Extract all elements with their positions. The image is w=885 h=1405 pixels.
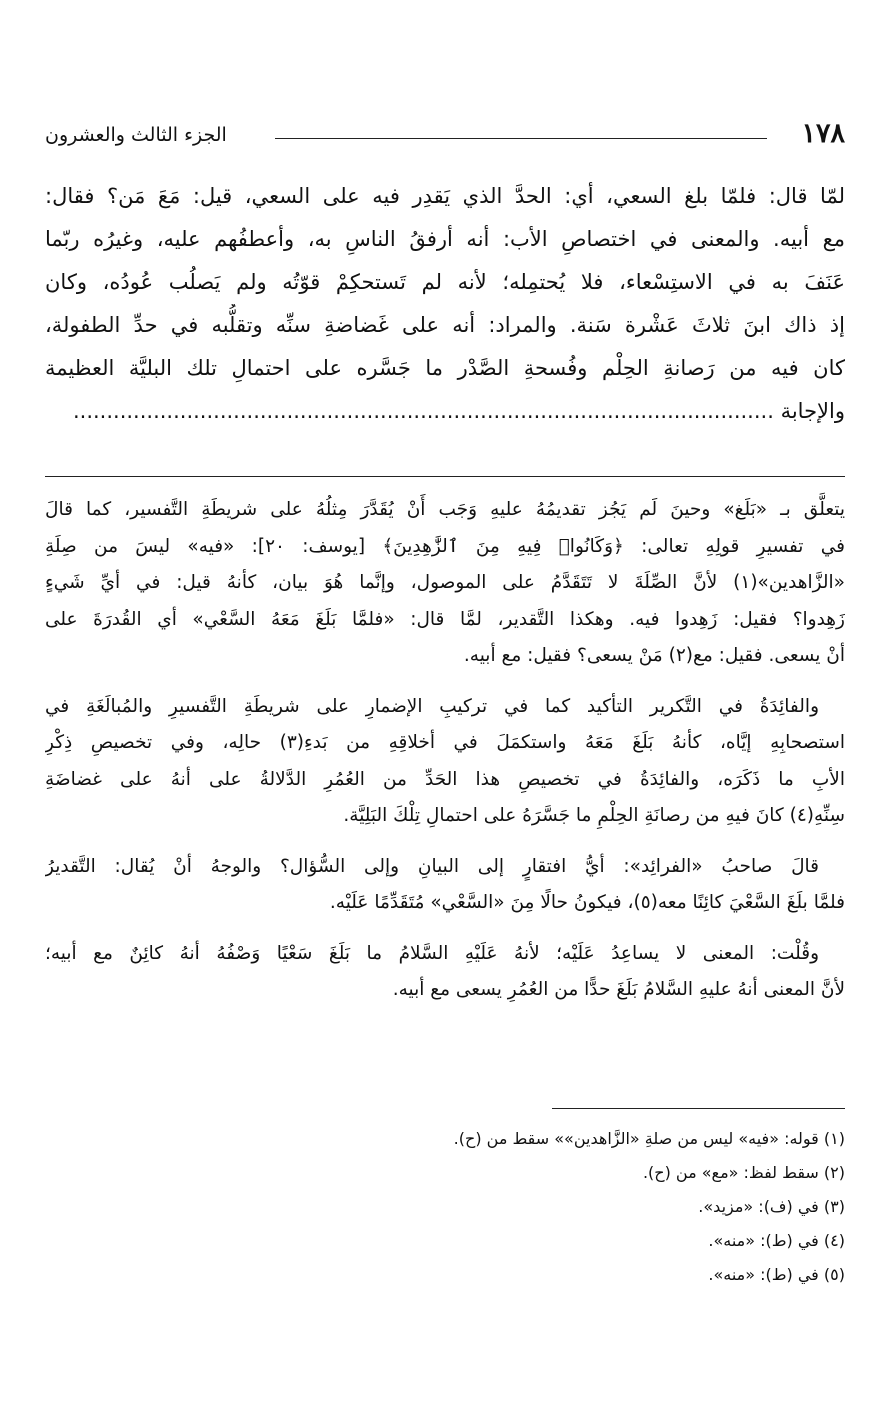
- main-text-line: عَنَفَ به في الاستِسْعاء، فلا يُحتمِله؛ لأنه لم تَستحكِمْ قوّتُه ولم يَصلُب عُودُه، وكان: [45, 270, 845, 294]
- page-number: ١٧٨: [801, 118, 845, 149]
- running-title: الجزء الثالث والعشرون: [45, 124, 227, 146]
- commentary-line: قالَ صاحبُ «الفرائِد»: أيُّ افتقارٍ إلى البيانِ وإلى السُّؤال؟ والوجهُ أنْ يُقال: التَّقديرُ: [45, 855, 819, 877]
- footnote-5: (٥) في (ط): «منه».: [708, 1265, 845, 1284]
- main-text-line: والإجابة: [780, 399, 845, 423]
- commentary-paragraph: [45, 492, 845, 675]
- commentary-line: يتعلَّق بـ «بَلَغ» وحينَ لَم يَجُز تقديمُهُ عليهِ وَجَب أَنْ يُقَدَّرَ مِثلُهُ على شريطَةِ التَّفسير، كما قالَ: [45, 499, 845, 520]
- commentary-line: والفائِدَةُ في التَّكرير التأكيد كما في تركيبِ الإضمارِ على شريطَةِ التَّفسيرِ والمُبالَغَةِ في: [45, 695, 819, 717]
- commentary-line: الأبِ ما ذَكَرَه، والفائِدَةُ في تخصيصِ هذا الحَدِّ من العُمُرِ الدَّلالةُ على أنهُ على غضاضَةِ: [45, 768, 845, 790]
- main-text-line: كان فيه من رَصانةِ الحِلْم وفُسحةِ الصَّدْر ما جَسَّره على احتمالِ تلك البليَّة العظيمة: [45, 356, 845, 380]
- commentary-paragraph: [45, 849, 845, 922]
- footnote-2: (٢) سقط لفظ: «مع» من (ح).: [642, 1163, 845, 1182]
- commentary-line: لأنَّ المعنى أنهُ عليهِ السَّلامُ بَلَغَ حدًّا من العُمُرِ يسعى مع أبيه.: [392, 979, 845, 1000]
- commentary-line: في تفسيرِ قولِهِ تعالى: ﴿وَكَانُوا۟ فِيهِ مِنَ ٱلزَّٰهِدِينَ﴾ [يوسف: ٢٠]: «فيه» ليسَ من صِلَةِ: [45, 535, 845, 557]
- footnote-3: (٣) في (ف): «مزيد».: [698, 1197, 845, 1216]
- footnote-rule: [552, 1108, 845, 1109]
- main-text-line: إذ ذاك ابنَ ثلاثَ عَشْرة سَنة. والمراد: أنه على غَضاضةِ سنِّه وتقلُّبه في حدِّ الطفولة،: [45, 313, 845, 337]
- main-text-line: لمّا قال: فلمّا بلغ السعي، أي: الحدَّ الذي يَقدِر فيه على السعي، قيل: مَعَ مَن؟ فقال:: [45, 184, 845, 208]
- footnote-1: (١) قوله: «فيه» ليس من صلةِ «الزَّاهدين»» سقط من (ح).: [453, 1129, 845, 1148]
- text-separator-rule: [45, 476, 845, 477]
- commentary-paragraph: [45, 689, 845, 835]
- commentary-line: أنْ يسعى. فقيل: مع(٢) مَنْ يسعى؟ فقيل: مع أبيه.: [463, 645, 845, 666]
- commentary: [45, 492, 845, 1023]
- commentary-line: سِنِّهِ(٤) كانَ فيهِ من رصانَةِ الحِلْمِ ما جَسَّرَهُ على احتمالِ تِلْكَ البَلِيَّة.: [343, 805, 845, 826]
- commentary-line: «الزَّاهدين»(١) لأنَّ الصِّلَةَ لا تَتَقَدَّمُ على الموصول، وإنَّما هُوَ بيان، كأنهُ قيل: في أيِّ شَيءٍ: [45, 572, 845, 593]
- main-text-last-line: [45, 390, 845, 433]
- page-header: [45, 118, 845, 158]
- commentary-line: وقُلْت: المعنى لا يساعِدُ عَلَيْه؛ لأنهُ عَلَيْهِ السَّلامُ ما بَلَغَ سَعْيًا وَصْفُهُ أنهُ كائِنٌ مع أبيه؛: [45, 942, 819, 964]
- footnote-4: (٤) في (ط): «منه».: [708, 1231, 845, 1250]
- header-rule: [275, 138, 767, 139]
- commentary-line: فلمَّا بلَغَ السَّعْيَ كائِنًا معه(٥)، فيكونُ حالًا مِنَ «السَّعْي» مُتَقَدِّمًا عَلَيْه.: [329, 892, 845, 913]
- main-text-line: مع أبيه. والمعنى في اختصاصِ الأب: أنه أرفقُ الناسِ به، وأعطفُهم عليه، وغيرُه ربّما: [45, 227, 845, 251]
- commentary-paragraph: [45, 936, 845, 1009]
- footnotes: [45, 1122, 845, 1292]
- trailing-dots: .........................................................................................................: [72, 399, 774, 423]
- commentary-line: زَهِدوا؟ فقيل: زَهِدوا فيه. وهكذا التَّقدير، لمَّا قال: «فلمَّا بَلَغَ مَعَهُ السَّعْي» أي القُدرَةَ على: [45, 608, 845, 630]
- main-text: [45, 175, 845, 433]
- commentary-line: استصحابِهِ إيَّاه، كأنهُ بَلَغَ مَعَهُ واستكمَلَ في أخلاقِهِ من بَدءِ(٣) حالِه، وفي تخصيصِ ذِكْرِ: [45, 732, 845, 753]
